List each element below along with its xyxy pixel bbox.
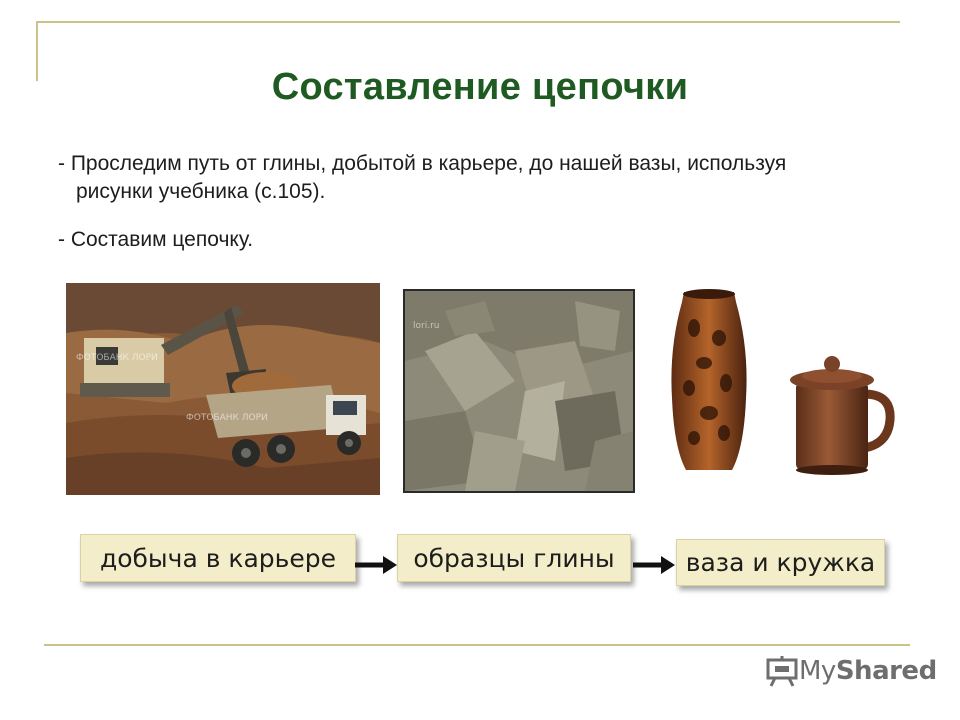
quarry-image xyxy=(66,283,380,495)
arrow-right-icon xyxy=(631,554,677,576)
mug-image xyxy=(786,352,896,476)
slide-title: Составление цепочки xyxy=(271,66,689,108)
presentation-board-icon xyxy=(765,655,799,687)
instruction-text-2: - Составим цепочку. xyxy=(58,228,254,251)
myshared-logo[interactable] xyxy=(765,655,937,687)
instruction-text-1-part2: рисунки учебника (с.105). xyxy=(76,180,326,203)
frame-top-line xyxy=(38,21,900,23)
clay-watermark: lori.ru xyxy=(413,321,440,331)
frame-bottom-line xyxy=(44,644,910,646)
chain-step-clay-samples: образцы глины xyxy=(397,534,631,582)
chain-step-vase-and-mug: ваза и кружка xyxy=(676,539,885,586)
quarry-watermark-2: ФОТОБАНК ЛОРИ xyxy=(186,413,268,423)
arrow-right-icon xyxy=(353,554,399,576)
vase-image xyxy=(664,288,754,478)
myshared-logo-text: MyShared xyxy=(799,656,937,686)
instruction-text-1 xyxy=(58,150,918,206)
clay-samples-image xyxy=(403,289,635,493)
chain-step-mining: добыча в карьере xyxy=(80,534,356,582)
quarry-watermark: ФОТОБАНК ЛОРИ xyxy=(76,353,158,363)
instruction-text-1-part1: - Проследим путь от глины, добытой в карьере, до нашей вазы, используя xyxy=(58,152,787,175)
